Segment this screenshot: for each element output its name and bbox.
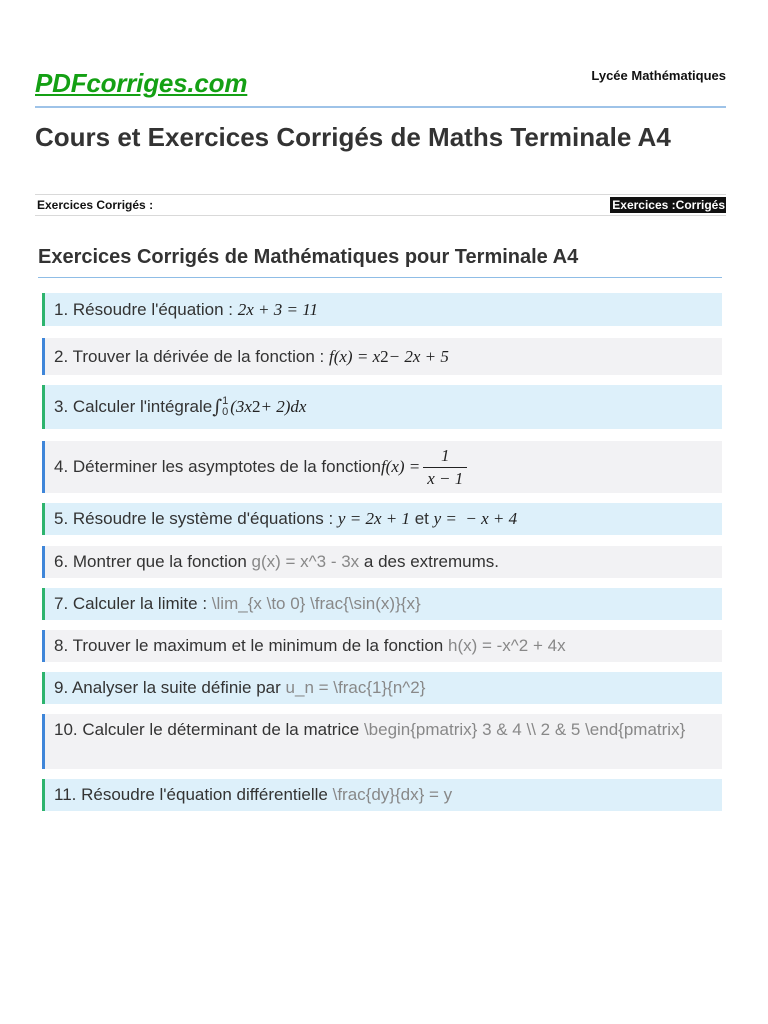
exercises-heading: Exercices Corrigés de Mathématiques pour Terminale A4 xyxy=(38,246,722,278)
exercise-math: − 2x + 5 xyxy=(388,346,449,366)
exercise-latex: u_n = \frac{1}{n^2} xyxy=(285,678,426,697)
site-logo[interactable]: PDFcorriges.com xyxy=(35,68,248,98)
exercise-item-11 xyxy=(42,779,722,811)
section-bar xyxy=(35,194,726,216)
exercise-item-5 xyxy=(42,503,722,535)
exercise-text: 11. Résoudre l'équation différentielle xyxy=(54,785,328,804)
exercise-text: 7. Calculer la limite : xyxy=(54,594,208,613)
exercise-text: 9. Analyser la suite définie par xyxy=(54,678,281,697)
exercise-text: et xyxy=(409,509,434,528)
exercise-item-1 xyxy=(42,293,722,326)
exercise-text: 4. Déterminer les asymptotes de la fonction xyxy=(54,457,381,476)
exercise-latex: h(x) = -x^2 + 4x xyxy=(448,636,566,655)
exercise-item-3 xyxy=(42,385,722,429)
exercise-math: f(x) = xyxy=(380,457,421,476)
integral-lower: 0 xyxy=(222,406,229,418)
exercise-math: y = − x + 4 xyxy=(433,509,518,528)
exercise-item-7 xyxy=(42,588,722,620)
site-tagline: Lycée Mathématiques xyxy=(591,68,726,83)
fraction-numerator: 1 xyxy=(441,445,450,465)
page-title: Cours et Exercices Corrigés de Maths Terminale A4 xyxy=(35,122,671,152)
exercise-math: 2x + 3 = 11 xyxy=(237,299,318,319)
exercise-math: + 2)dx xyxy=(260,397,307,416)
exercise-latex: \lim_{x \to 0} \frac{\sin(x)}{x} xyxy=(211,594,421,613)
exercise-latex: g(x) = x^3 - 3x xyxy=(251,552,360,571)
exercise-latex: \begin{pmatrix} 3 & 4 \\ 2 & 5 \end{pmatrix} xyxy=(363,720,686,739)
exercise-text: 3. Calculer l'intégrale xyxy=(54,397,213,416)
fraction-denominator: x − 1 xyxy=(423,467,467,490)
exercise-math: y = 2x + 1 xyxy=(337,509,410,528)
exercise-text: 10. Calculer le déterminant de la matrice xyxy=(54,720,364,739)
integral-sign: ∫ xyxy=(212,396,223,418)
exercise-text: 5. Résoudre le système d'équations : xyxy=(54,509,334,528)
fraction xyxy=(423,445,467,490)
exercise-text: a des extremums. xyxy=(363,552,500,571)
exercise-latex: \frac{dy}{dx} = y xyxy=(332,785,453,804)
integral-upper: 1 xyxy=(222,395,229,407)
exercise-item-8 xyxy=(42,630,722,662)
exercise-math: f(x) = x xyxy=(329,346,381,366)
exercise-item-10 xyxy=(42,714,722,769)
site-header xyxy=(35,66,726,108)
exercise-item-9 xyxy=(42,672,722,704)
exercise-item-6 xyxy=(42,546,722,578)
exercise-item-4 xyxy=(42,441,722,493)
exercise-item-2 xyxy=(42,338,722,375)
exercise-math: (3x xyxy=(230,397,252,416)
integral-limits xyxy=(222,396,228,418)
section-badge[interactable]: Exercices :Corrigés xyxy=(612,198,725,212)
exercise-text: 8. Trouver le maximum et le minimum de la fonction xyxy=(54,636,444,655)
exercise-exponent: 2 xyxy=(251,397,261,416)
exercise-text: 2. Trouver la dérivée de la fonction : xyxy=(54,346,325,366)
exercise-exponent: 2 xyxy=(380,346,389,366)
section-label: Exercices Corrigés : xyxy=(37,198,154,212)
exercise-text: 6. Montrer que la fonction xyxy=(54,552,247,571)
exercise-text: 1. Résoudre l'équation : xyxy=(54,299,234,319)
